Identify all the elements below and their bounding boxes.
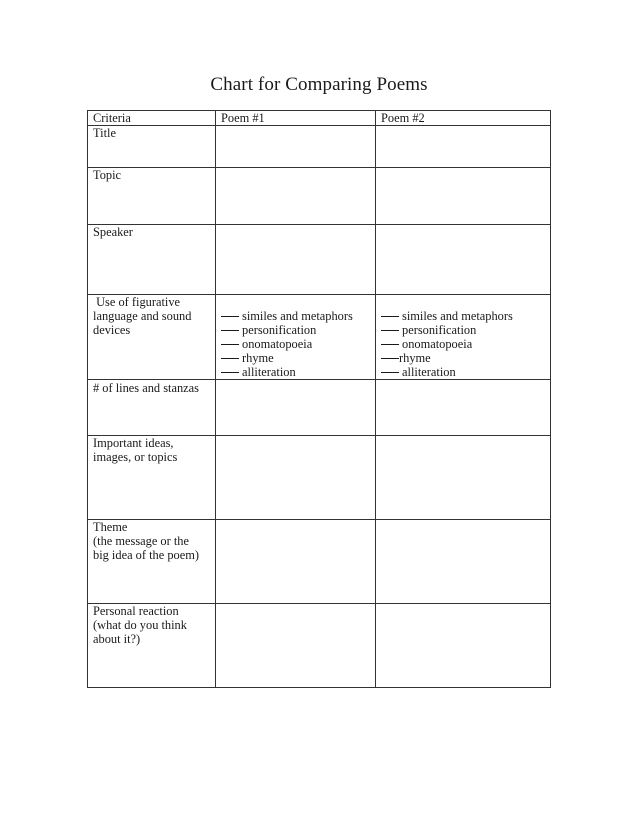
checklist-item[interactable]	[381, 337, 550, 351]
blank-line[interactable]	[381, 330, 399, 331]
page-title: Chart for Comparing Poems	[210, 74, 428, 95]
criteria-cell-title	[88, 126, 216, 168]
poem-1-lines-cell[interactable]	[216, 380, 376, 436]
comparison-table	[87, 110, 551, 688]
poem-1-ideas-cell[interactable]	[216, 436, 376, 520]
checklist-item[interactable]	[381, 351, 550, 365]
table-row-reaction	[88, 604, 551, 688]
table-header-row	[88, 111, 551, 126]
option-label: similes and metaphors	[242, 309, 353, 323]
criteria-label: Topic	[93, 168, 122, 182]
poem-2-speaker-cell[interactable]	[376, 225, 551, 295]
criteria-cell-lines	[88, 380, 216, 436]
blank-line[interactable]	[381, 358, 399, 359]
criteria-label: about it?)	[93, 632, 141, 646]
criteria-cell-theme	[88, 520, 216, 604]
criteria-label: Important ideas,	[93, 436, 174, 450]
criteria-label: # of lines and stanzas	[93, 381, 199, 395]
poem-1-speaker-cell[interactable]	[216, 225, 376, 295]
option-label: similes and metaphors	[402, 309, 513, 323]
criteria-label: Theme	[93, 520, 128, 534]
option-label: onomatopoeia	[242, 337, 313, 351]
blank-line[interactable]	[221, 358, 239, 359]
blank-line[interactable]	[381, 344, 399, 345]
poem-2-figurative-cell	[376, 295, 551, 380]
table-row-lines	[88, 380, 551, 436]
option-label: alliteration	[242, 365, 296, 379]
criteria-cell-figurative	[88, 295, 216, 380]
option-label: rhyme	[242, 351, 274, 365]
checklist-item[interactable]	[221, 365, 375, 379]
poem-1-reaction-cell[interactable]	[216, 604, 376, 688]
criteria-label: Personal reaction	[93, 604, 179, 618]
criteria-cell-topic	[88, 168, 216, 225]
criteria-cell-ideas	[88, 436, 216, 520]
poem-1-topic-cell[interactable]	[216, 168, 376, 225]
checklist-item[interactable]	[221, 309, 375, 323]
poem-2-topic-cell[interactable]	[376, 168, 551, 225]
option-label: onomatopoeia	[402, 337, 473, 351]
header-poem-2: Poem #2	[376, 111, 551, 126]
poem-1-theme-cell[interactable]	[216, 520, 376, 604]
table-row-theme	[88, 520, 551, 604]
option-label: alliteration	[402, 365, 456, 379]
checklist-item[interactable]	[221, 337, 375, 351]
option-label: personification	[242, 323, 317, 337]
checklist-item[interactable]	[381, 365, 550, 379]
checklist-item[interactable]	[221, 323, 375, 337]
blank-line[interactable]	[221, 372, 239, 373]
table-row-title	[88, 126, 551, 168]
checklist-item[interactable]	[221, 351, 375, 365]
criteria-label: devices	[93, 323, 131, 337]
criteria-label: (what do you think	[93, 618, 187, 632]
option-label: personification	[402, 323, 477, 337]
criteria-cell-reaction	[88, 604, 216, 688]
poem-2-theme-cell[interactable]	[376, 520, 551, 604]
poem-2-ideas-cell[interactable]	[376, 436, 551, 520]
poem-2-title-cell[interactable]	[376, 126, 551, 168]
criteria-label: Title	[93, 126, 116, 140]
blank-line[interactable]	[221, 316, 239, 317]
criteria-label: Speaker	[93, 225, 133, 239]
header-criteria: Criteria	[88, 111, 216, 126]
blank-line[interactable]	[221, 330, 239, 331]
blank-line[interactable]	[381, 316, 399, 317]
table-row-topic	[88, 168, 551, 225]
criteria-label: Use of figurative	[93, 295, 181, 309]
header-poem-1: Poem #1	[216, 111, 376, 126]
poem-2-reaction-cell[interactable]	[376, 604, 551, 688]
blank-line[interactable]	[381, 372, 399, 373]
option-label: rhyme	[399, 351, 431, 365]
poem-1-title-cell[interactable]	[216, 126, 376, 168]
criteria-label: (the message or the	[93, 534, 189, 548]
poem-2-lines-cell[interactable]	[376, 380, 551, 436]
blank-line[interactable]	[221, 344, 239, 345]
criteria-cell-speaker	[88, 225, 216, 295]
table-row-speaker	[88, 225, 551, 295]
poem-1-figurative-cell	[216, 295, 376, 380]
table-row-figurative	[88, 295, 551, 380]
table-row-ideas	[88, 436, 551, 520]
criteria-label: images, or topics	[93, 450, 178, 464]
checklist-item[interactable]	[381, 323, 550, 337]
checklist-item[interactable]	[381, 309, 550, 323]
criteria-label: big idea of the poem)	[93, 548, 199, 562]
criteria-label: language and sound	[93, 309, 192, 323]
